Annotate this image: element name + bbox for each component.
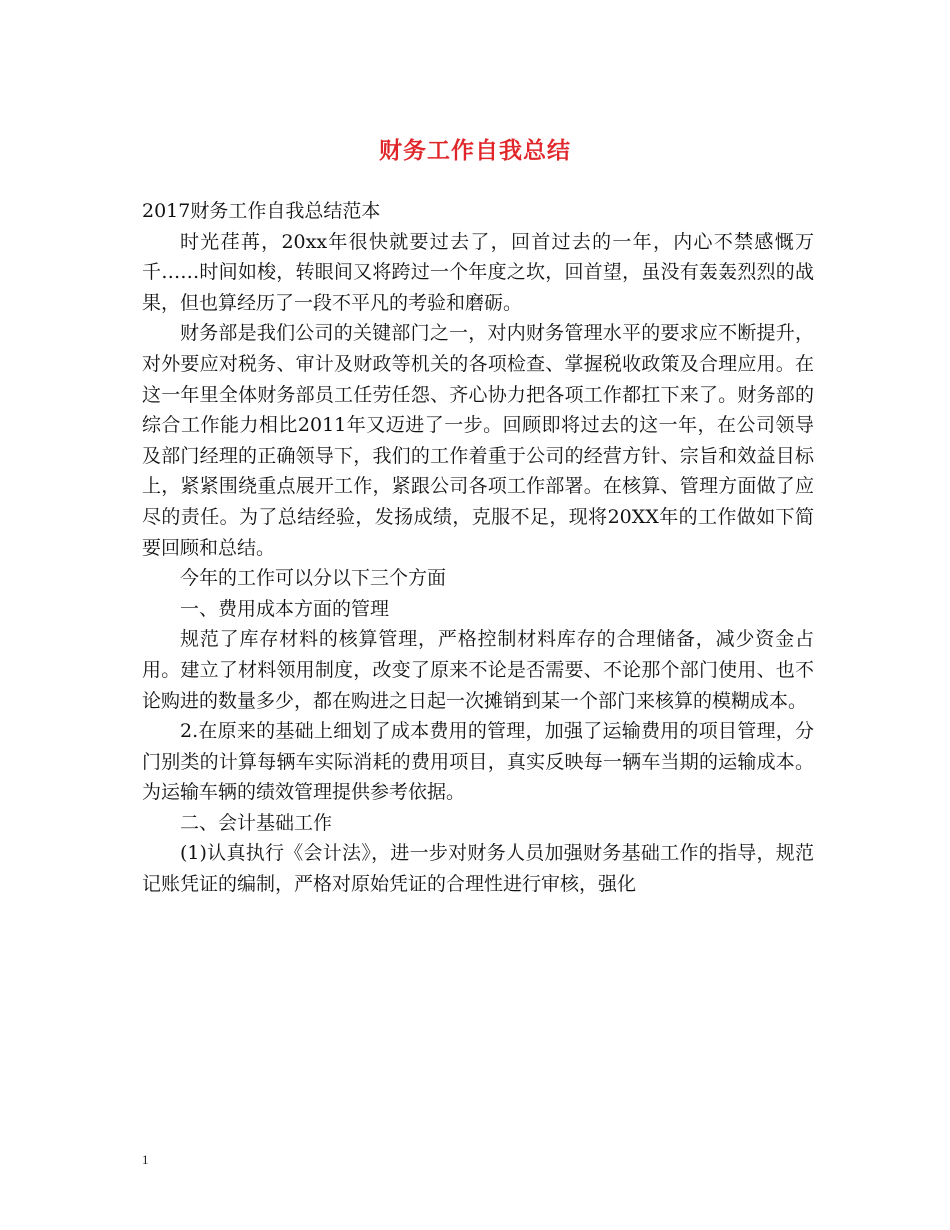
- body-paragraph: 规范了库存材料的核算管理，严格控制材料库存的合理储备，减少资金占用。建立了材料领用制度，改变了原来不论是否需要、不论那个部门使用、也不论购进的数量多少，都在购进之日起一次摊销到某一个部门来核算的模糊成本。: [142, 628, 814, 712]
- body-paragraph: 2.在原来的基础上细划了成本费用的管理，加强了运输费用的项目管理，分门别类的计算每辆车实际消耗的费用项目，真实反映每一辆车当期的运输成本。为运输车辆的绩效管理提供参考依据。: [142, 720, 814, 804]
- body-paragraph: 财务部是我们公司的关键部门之一，对内财务管理水平的要求应不断提升，对外要应对税务、审计及财政等机关的各项检查、掌握税收政策及合理应用。在这一年里全体财务部员工任劳任怨、齐心协力把各项工作都扛下来了。财务部的综合工作能力相比2011年又迈进了一步。回顾即将过去的这一年，在公司领导及部门经理的正确领导下，我们的工作着重于公司的经营方针、宗旨和效益目标上，紧紧围绕重点展开工作，紧跟公司各项工作部署。在核算、管理方面做了应尽的责任。为了总结经验，发扬成绩，克服不足，现将20XX年的工作做如下简要回顾和总结。: [142, 322, 814, 559]
- section-heading: 一、费用成本方面的管理: [180, 597, 390, 620]
- section-heading: 二、会计基础工作: [180, 811, 333, 834]
- document-body: [142, 196, 814, 900]
- body-paragraph: 时光荏苒，20xx年很快就要过去了，回首过去的一年，内心不禁感慨万千……时间如梭，转眼间又将跨过一个年度之坎，回首望，虽没有轰轰烈烈的战果，但也算经历了一段不平凡的考验和磨砺。: [142, 230, 814, 314]
- body-paragraph: (1)认真执行《会计法》，进一步对财务人员加强财务基础工作的指导，规范记账凭证的编制，严格对原始凭证的合理性进行审核，强化: [142, 842, 814, 896]
- body-paragraph: 2017财务工作自我总结范本: [142, 200, 381, 222]
- page-number: 1: [142, 1152, 149, 1167]
- document-title: 财务工作自我总结: [379, 137, 571, 164]
- body-paragraph: 今年的工作可以分以下三个方面: [180, 567, 447, 590]
